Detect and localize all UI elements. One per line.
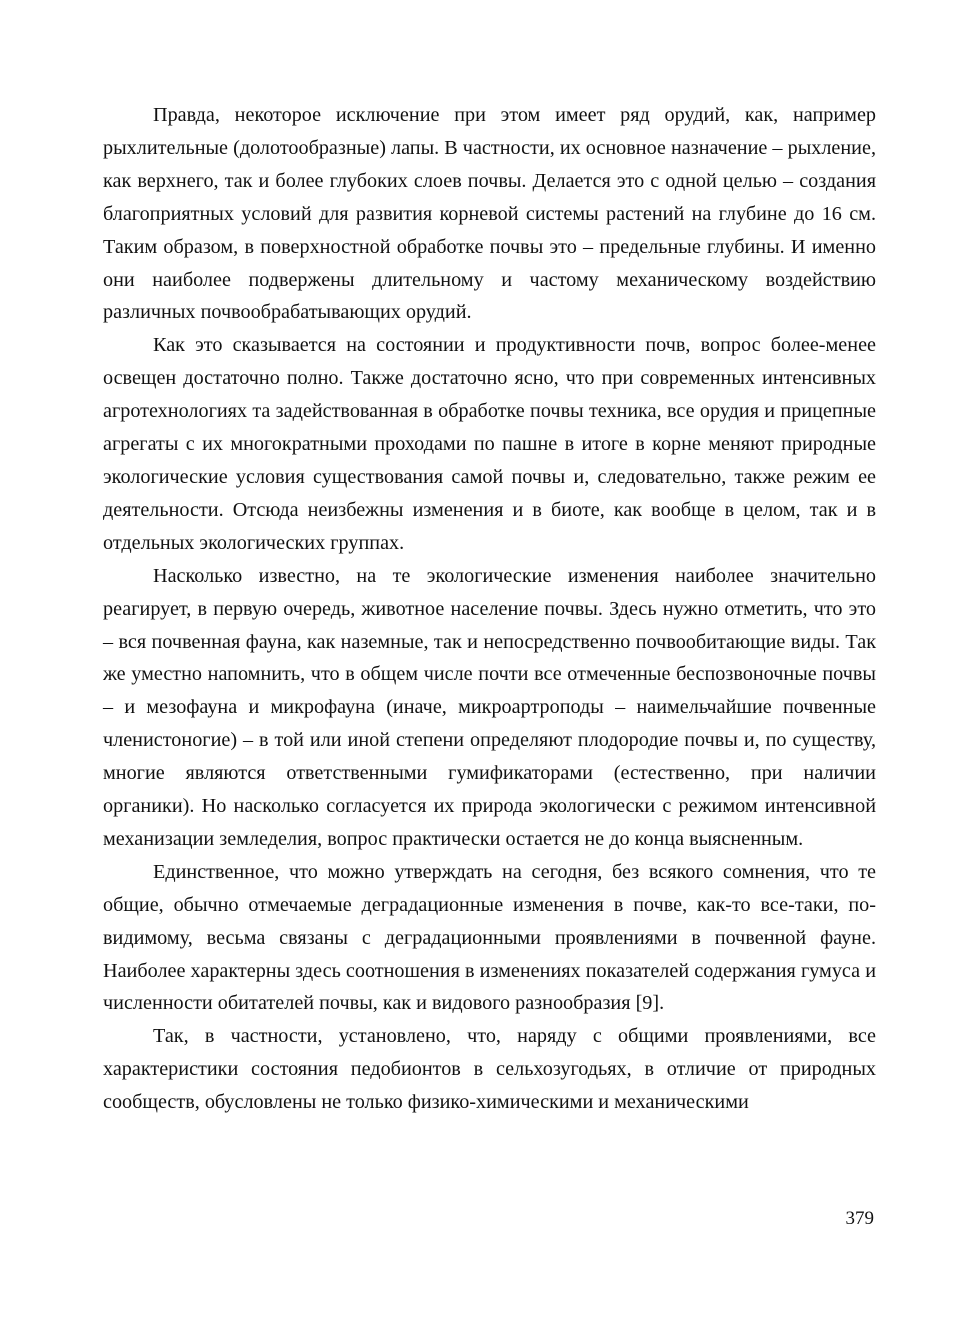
page-body (103, 99, 876, 1119)
paragraph-3: Насколько известно, на те экологические изменения наиболее значительно реагирует, в первую очередь, животное население почвы. Здесь нужно отметить, что это – вся почвенная фауна, как наземные, так и непосредственно почвообитающие виды. Так же уместно напомнить, что в общем числе почти все отмеченные беспозвоночные почвы – и мезофауна и микрофауна (иначе, микроартроподы – наимельчайшие почвенные членистоногие) – в той или иной степени определяют плодородие почвы и, по существу, многие являются ответственными гумификаторами (естественно, при наличии органики). Но насколько согласуется их природа экологически с режимом интенсивной механизации земледелия, вопрос практически остается не до конца выясненным. (103, 564, 876, 850)
paragraph-4: Единственное, что можно утверждать на сегодня, без всякого сомнения, что те общие, обычно отмечаемые деградационные изменения в почве, как-то все-таки, по-видимому, весьма связаны с деградационными проявлениями в почвенной фауне. Наиболее характерны здесь соотношения в изменениях показателей содержания гумуса и численности обитателей почвы, как и видового разнообразия [9]. (103, 860, 876, 1015)
paragraph-2: Как это сказывается на состоянии и продуктивности почв, вопрос более-менее освещен достаточно полно. Также достаточно ясно, что при современных интенсивных агротехнологиях та задействованная в обработке почвы техника, все орудия и прицепные агрегаты с их многократными проходами по пашне в итоге в корне меняют природные экологические условия существования самой почвы и, следовательно, также режим ее деятельности. Отсюда неизбежны изменения и в биоте, как вообще в целом, так и в отдельных экологических группах. (103, 334, 876, 554)
paragraph-5: Так, в частности, установлено, что, наряду с общими проявлениями, все характеристики состояния педобионтов в сельхозугодьях, в отличие от природных сообществ, обусловлены не только физико-химическими и механическими (103, 1025, 876, 1114)
paragraph-1: Правда, некоторое исключение при этом имеет ряд орудий, как, например рыхлительные (долотообразные) лапы. В частности, их основное назначение – рыхление, как верхнего, так и более глубоких слоев почвы. Делается это с одной целью – создания благоприятных условий для развития корневой системы растений на глубине до 16 см. Таким образом, в поверхностной обработке почвы это – предельные глубины. И именно они наиболее подвержены длительному и частому механическому воздействию различных почвообрабатывающих орудий. (103, 104, 876, 324)
page-number: 379 (845, 1208, 874, 1229)
